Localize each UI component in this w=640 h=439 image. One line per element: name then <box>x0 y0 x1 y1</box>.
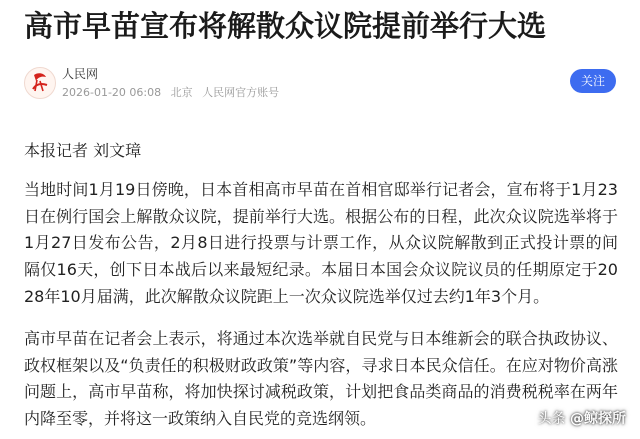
article-headline: 高市早苗宣布将解散众议院提前举行大选 <box>24 9 547 43</box>
reporter-byline: 本报记者 刘文璋 <box>24 141 142 160</box>
article-paragraph: 当地时间1月19日傍晚，日本首相高市早苗在首相官邸举行记者会，宣布将于1月23日在例行国会上解散众议院，提前举行大选。根据公布的日程，此次众议院选举将于1月27日发布公告，2月8日进行投票与计票工作，从众议院解散到正式投计票的间隔仅16天，创下日本战后以来最短纪录。本届日本国会众议院议员的任期原定于2028年10月届满，此次解散众议院距上一次众议院选举仅过去约1年3个月。 <box>24 180 618 306</box>
follow-button[interactable]: 关注 <box>570 69 616 93</box>
source-row <box>24 63 616 103</box>
watermark-prefix: 头条 <box>537 411 566 427</box>
peoples-daily-logo-icon[interactable] <box>24 67 56 99</box>
account-type: 人民网官方账号 <box>202 86 280 99</box>
source-meta <box>62 84 285 100</box>
publish-datetime: 2026-01-20 06:08 <box>62 86 162 99</box>
watermark <box>534 407 630 431</box>
watermark-handle: @鲸探所 <box>570 411 626 427</box>
article-paragraph: 高市早苗在记者会上表示，将通过本次选举就自民党与日本维新会的联合执政协议、政权框架以及“负责任的积极财政政策”等内容，寻求日本民众信任。在应对物价高涨问题上，高市早苗称，将加快探讨减税政策，计划把食品类商品的消费税税率在两年内降至零，并将这一政策纳入自民党的竞选纲领。 <box>24 329 618 429</box>
source-name[interactable]: 人民网 <box>62 67 99 81</box>
publish-location: 北京 <box>170 86 193 99</box>
